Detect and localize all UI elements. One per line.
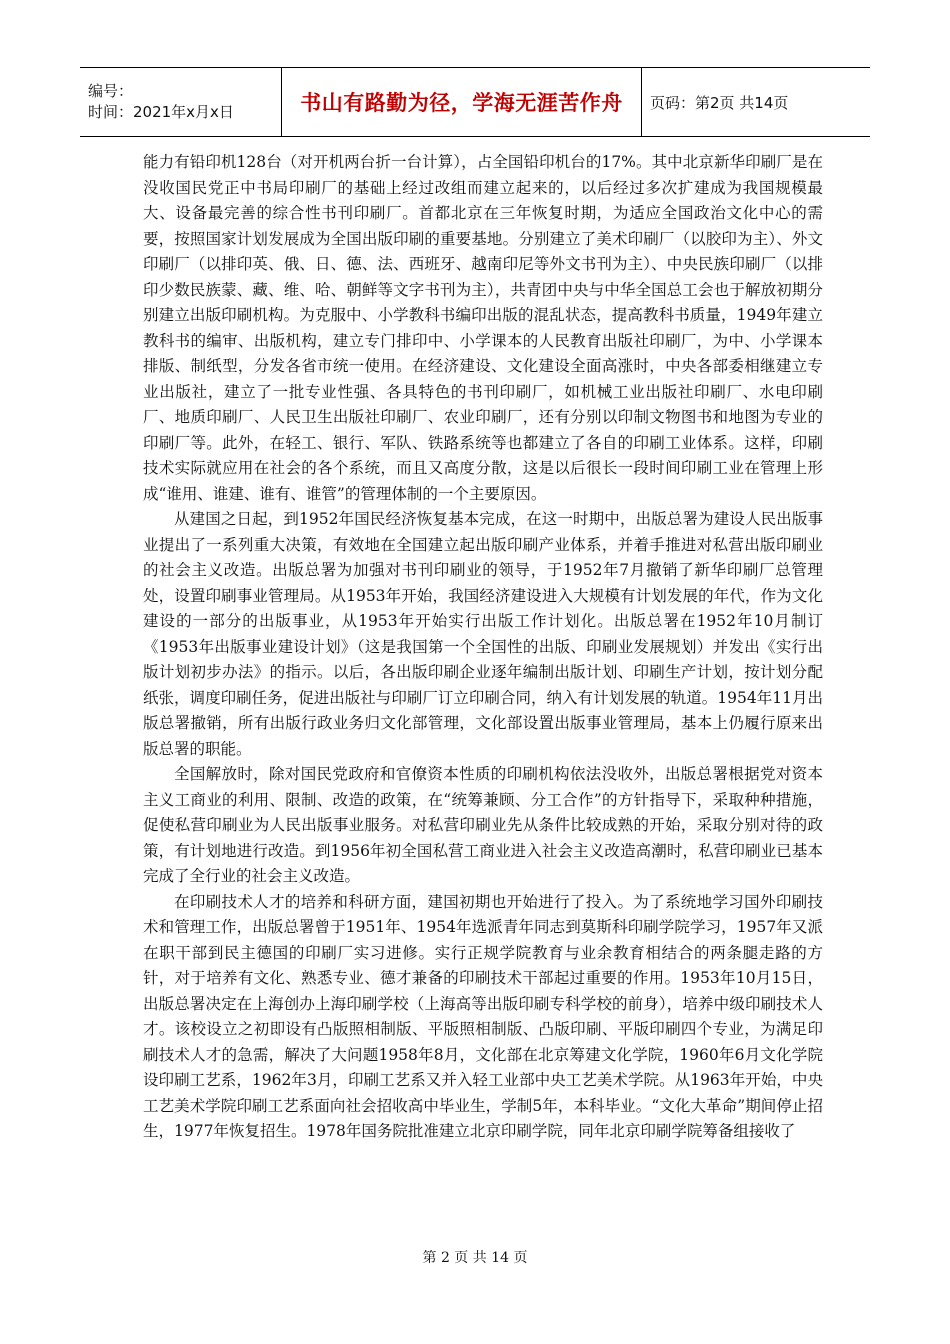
page-info-text: 页码：第2页 共14页 xyxy=(650,93,789,112)
page-footer: 第 2 页 共 14 页 xyxy=(422,1250,528,1266)
header-motto xyxy=(282,68,642,136)
header-meta xyxy=(80,68,282,136)
document-date: 时间：2021年x月x日 xyxy=(88,103,234,121)
document-number-label: 编号： xyxy=(88,82,134,100)
paragraph-2: 从建国之日起，到1952年国民经济恢复基本完成，在这一时期中，出版总署为建设人民出版事业提出了一系列重大决策，有效地在全国建立起出版印刷产业体系，并着手推进对私营出版印刷业的社会主义改造。出版总署为加强对书刊印刷业的领导，于1952年7月撤销了新华印刷厂总管理处，设置印刷事业管理局。从1953年开始，我国经济建设进入大规模有计划发展的年代，作为文化建设的一部分的出版事业，从1953年开始实行出版工作计划化。出版总署在1952年10月制订《1953年出版事业建设计划》（这是我国第一个全国性的出版、印刷业发展规划）并发出《实行出版计划初步办法》的指示。以后，各出版印刷企业逐年编制出版计划、印刷生产计划，按计划分配纸张，调度印刷任务，促进出版社与印刷厂订立印刷合同，纳入有计划发展的轨道。1954年11月出版总署撤销，所有出版行政业务归文化部管理，文化部设置出版事业管理局，基本上仍履行原来出版总署的职能。 xyxy=(143,510,823,758)
paragraph-3: 全国解放时，除对国民党政府和官僚资本性质的印刷机构依法没收外，出版总署根据党对资本主义工商业的利用、限制、改造的政策，在“统筹兼顾、分工合作”的方针指导下，采取种种措施，促使私营印刷业为人民出版事业服务。对私营印刷业先从条件比较成熟的开始，采取分别对待的政策，有计划地进行改造。到1956年初全国私营工商业进入社会主义改造高潮时，私营印刷业已基本完成了全行业的社会主义改造。 xyxy=(143,765,823,885)
page-header xyxy=(80,67,870,137)
header-page-info xyxy=(642,68,870,136)
paragraph-1: 能力有铅印机128台（对开机两台折一台计算），占全国铅印机台的17%。其中北京新华印刷厂是在没收国民党正中书局印刷厂的基础上经过改组而建立起来的，以后经过多次扩建成为我国规模最大、设备最完善的综合性书刊印刷厂。首都北京在三年恢复时期，为适应全国政治文化中心的需要，按照国家计划发展成为全国出版印刷的重要基地。分别建立了美术印刷厂（以胶印为主）、外文印刷厂（以排印英、俄、日、德、法、西班牙、越南印尼等外文书刊为主）、中央民族印刷厂（以排印少数民族蒙、藏、维、哈、朝鲜等文字书刊为主），共青团中央与中华全国总工会也于解放初期分别建立出版印刷机构。为克服中、小学教科书编印出版的混乱状态，提高教科书质量，1949年建立教科书的编审、出版机构，建立专门排印中、小学课本的人民教育出版社印刷厂，为中、小学课本排版、制纸型，分发各省市统一使用。在经济建设、文化建设全面高涨时，中央各部委相继建立专业出版社，建立了一批专业性强、各具特色的书刊印刷厂，如机械工业出版社印刷厂、水电印刷厂、地质印刷厂、人民卫生出版社印刷厂、农业印刷厂，还有分别以印制文物图书和地图为专业的印刷厂等。此外，在轻工、银行、军队、铁路系统等也都建立了各自的印刷工业体系。这样，印刷技术实际就应用在社会的各个系统，而且又高度分散，这是以后很长一段时间印刷工业在管理上形成“谁用、谁建、谁有、谁管”的管理体制的一个主要原因。 xyxy=(143,153,823,503)
document-body xyxy=(143,150,823,1145)
paragraph-4: 在印刷技术人才的培养和科研方面，建国初期也开始进行了投入。为了系统地学习国外印刷技术和管理工作，出版总署曾于1951年、1954年选派青年同志到莫斯科印刷学院学习，1957年又派在职干部到民主德国的印刷厂实习进修。实行正规学院教育与业余教育相结合的两条腿走路的方针，对于培养有文化、熟悉专业、德才兼备的印刷技术干部起过重要的作用。1953年10月15日，出版总署决定在上海创办上海印刷学校（上海高等出版印刷专科学校的前身），培养中级印刷技术人才。该校设立之初即设有凸版照相制版、平版照相制版、凸版印刷、平版印刷四个专业，为满足印刷技术人才的急需，解决了大问题1958年8月，文化部在北京筹建文化学院，1960年6月文化学院设印刷工艺系，1962年3月，印刷工艺系又并入轻工业部中央工艺美术学院。从1963年开始，中央工艺美术学院印刷工艺系面向社会招收高中毕业生，学制5年，本科毕业。“文化大革命”期间停止招生，1977年恢复招生。1978年国务院批准建立北京印刷学院，同年北京印刷学院筹备组接收了 xyxy=(143,892,823,1140)
motto-text: 书山有路勤为径，学海无涯苦作舟 xyxy=(300,91,623,115)
